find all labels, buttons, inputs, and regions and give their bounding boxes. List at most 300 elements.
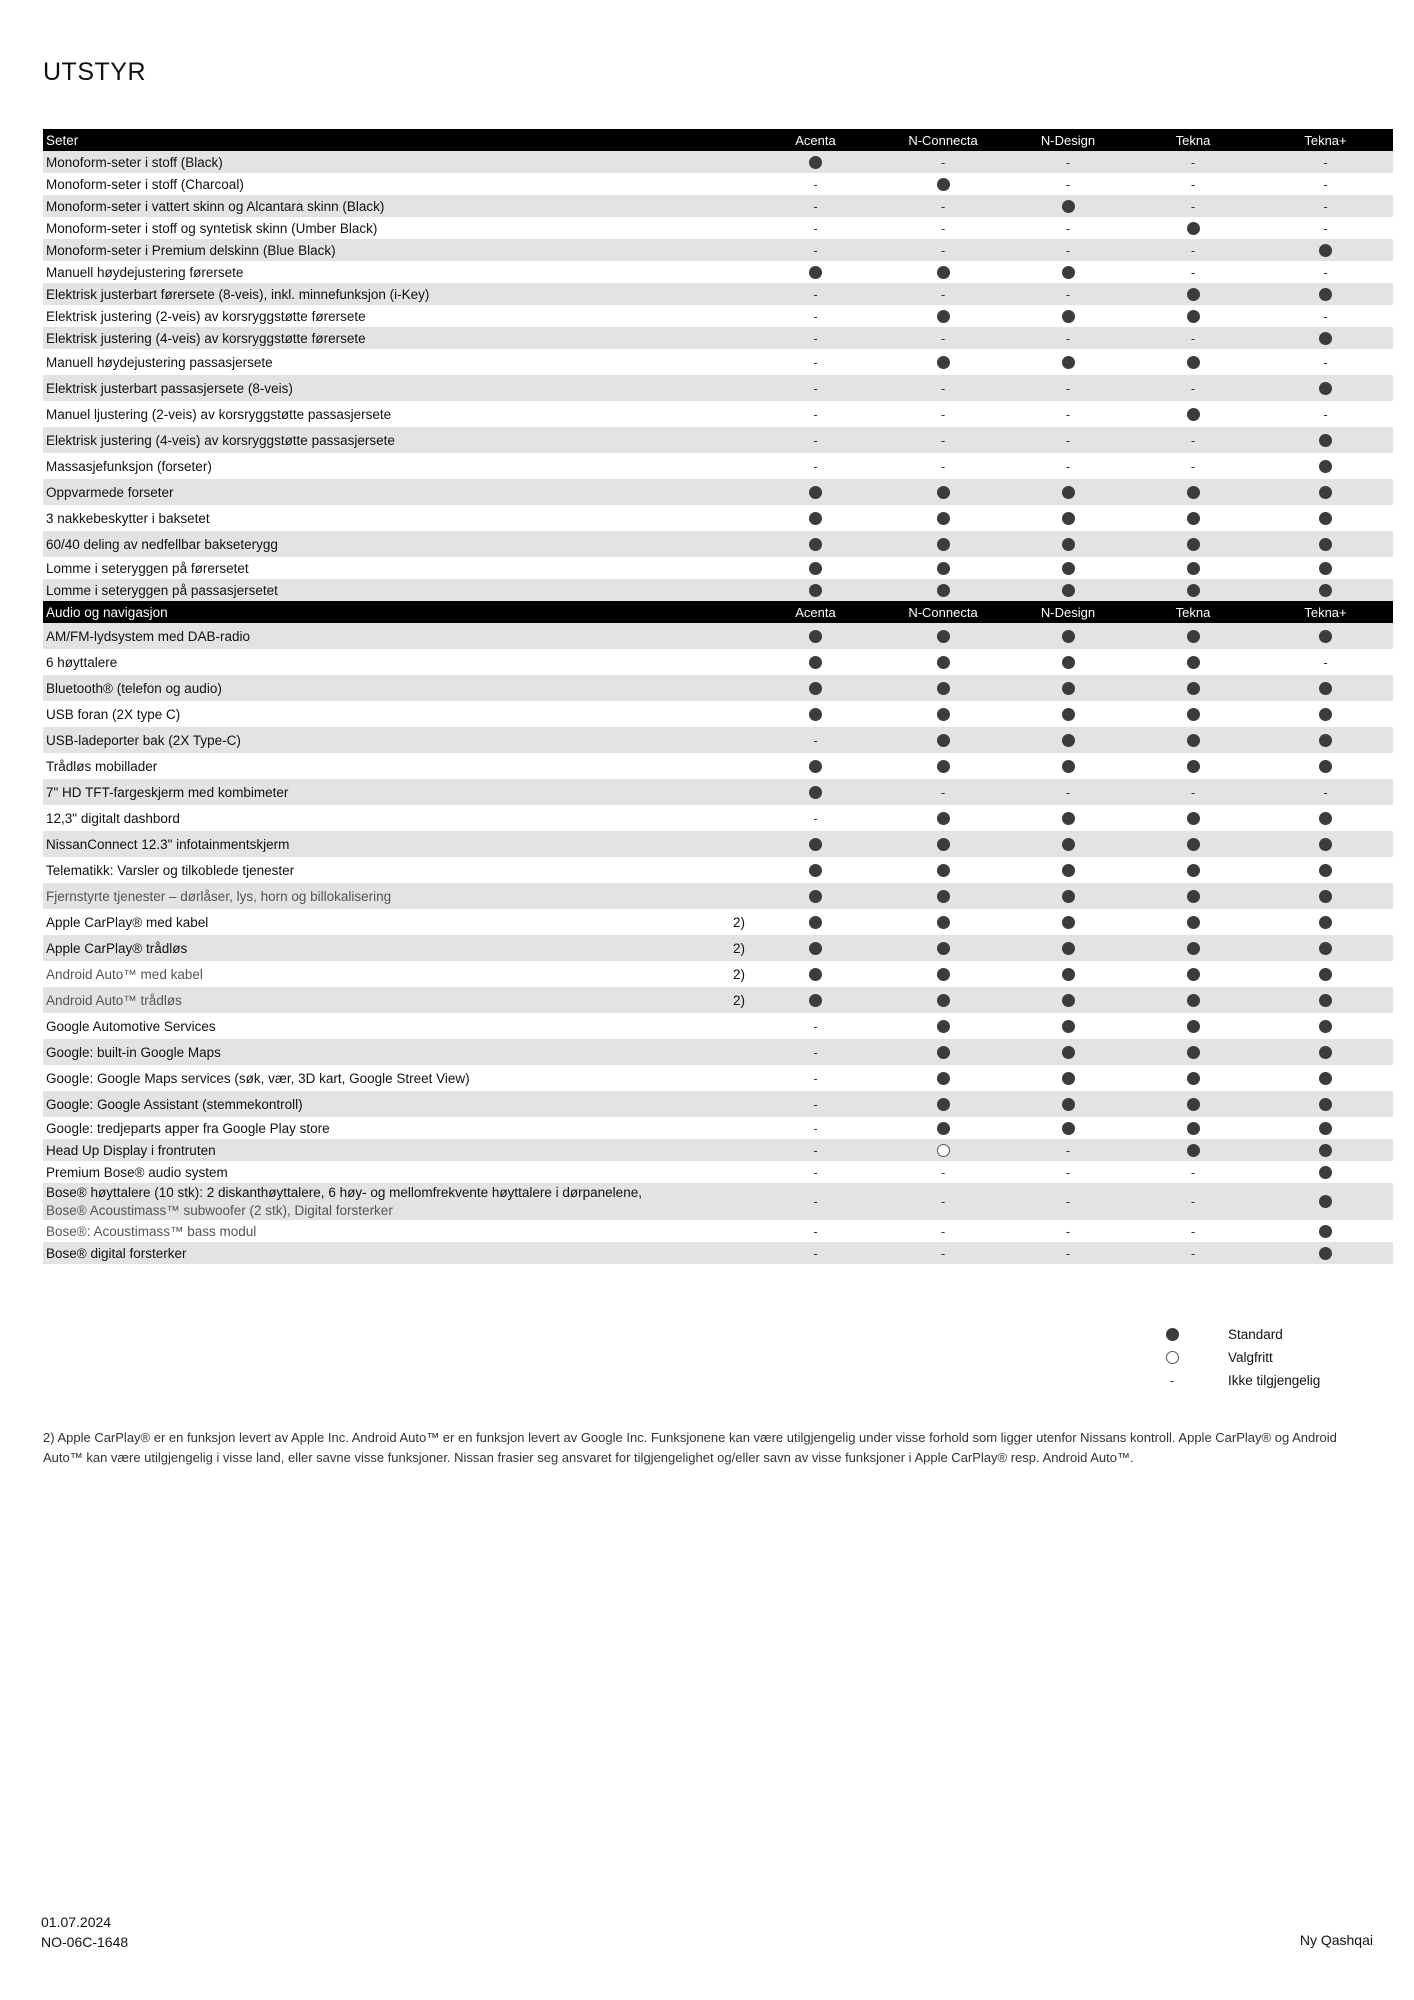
availability-cell [1128, 623, 1258, 649]
availability-standard-icon [1187, 994, 1200, 1007]
feature-label [43, 579, 713, 601]
availability-cell [753, 909, 878, 935]
feature-label [43, 1117, 713, 1139]
availability-cell [1258, 675, 1393, 701]
availability-cell [1128, 479, 1258, 505]
availability-cell [878, 805, 1008, 831]
availability-cell [753, 1117, 878, 1139]
availability-cell [753, 1039, 878, 1065]
availability-cell [1128, 261, 1258, 283]
availability-standard-icon [1062, 708, 1075, 721]
availability-cell [1258, 349, 1393, 375]
availability-unavailable-icon: - [1190, 1193, 1196, 1209]
table-row [43, 505, 1393, 531]
availability-standard-icon [809, 266, 822, 279]
availability-unavailable-icon: - [813, 1044, 818, 1060]
availability-standard-icon [1187, 890, 1200, 903]
availability-cell [878, 857, 1008, 883]
footnote-ref [713, 453, 753, 479]
feature-label [43, 305, 713, 327]
availability-cell [878, 305, 1008, 327]
availability-unavailable-icon: - [1065, 1142, 1071, 1158]
feature-label [43, 1161, 713, 1183]
availability-cell [753, 1091, 878, 1117]
footnote-ref [713, 701, 753, 727]
availability-standard-icon [1062, 1020, 1075, 1033]
table-row [43, 453, 1393, 479]
feature-label-text: Android Auto™ trådløs [46, 992, 182, 1008]
availability-cell [878, 375, 1008, 401]
availability-unavailable-icon: - [940, 406, 946, 422]
feature-label-text: Bose®: Acoustimass™ bass modul [46, 1223, 257, 1239]
footnote-ref [713, 173, 753, 195]
availability-standard-icon [1319, 734, 1332, 747]
availability-optional-icon [937, 1144, 950, 1157]
availability-cell [1128, 173, 1258, 195]
feature-label-text: 7" HD TFT-fargeskjerm med kombimeter [46, 784, 289, 800]
availability-unavailable-icon: - [1323, 264, 1328, 280]
availability-unavailable-icon: - [1323, 198, 1328, 214]
availability-cell [1128, 1161, 1258, 1183]
availability-unavailable-icon: - [1323, 176, 1328, 192]
feature-label [43, 1091, 713, 1117]
availability-standard-icon [1062, 838, 1075, 851]
feature-label-text: AM/FM-lydsystem med DAB-radio [46, 628, 251, 644]
availability-unavailable-icon: - [813, 308, 818, 324]
legend-symbol [1160, 1328, 1184, 1341]
availability-standard-icon [1187, 708, 1200, 721]
feature-label [43, 883, 713, 909]
availability-standard-icon [1062, 356, 1075, 369]
feature-label [43, 1139, 713, 1161]
availability-cell [1128, 987, 1258, 1013]
availability-unavailable-icon: - [1190, 330, 1196, 346]
availability-cell [1008, 239, 1128, 261]
availability-cell [1128, 805, 1258, 831]
footnote-ref [713, 805, 753, 831]
availability-standard-icon [1062, 310, 1075, 323]
availability-cell [1128, 151, 1258, 173]
legend-item [1160, 1369, 1320, 1392]
footnote-ref [713, 401, 753, 427]
availability-cell [1128, 1220, 1258, 1242]
availability-standard-icon [809, 916, 822, 929]
availability-standard-icon [1319, 708, 1332, 721]
availability-standard-icon [809, 968, 822, 981]
availability-cell [1258, 1242, 1393, 1264]
availability-cell [878, 261, 1008, 283]
availability-unavailable-icon: - [813, 380, 818, 396]
availability-standard-icon [809, 630, 822, 643]
availability-unavailable-icon: - [1190, 1164, 1196, 1180]
feature-label-text: Monoform-seter i Premium delskinn (Blue Black) [46, 242, 336, 258]
availability-cell [753, 1161, 878, 1183]
availability-cell [1128, 935, 1258, 961]
availability-cell [753, 1013, 878, 1039]
feature-label [43, 217, 713, 239]
table-row [43, 401, 1393, 427]
availability-standard-icon [809, 994, 822, 1007]
availability-standard-icon [1187, 1072, 1200, 1085]
availability-cell [1258, 151, 1393, 173]
availability-cell [1008, 195, 1128, 217]
table-row [43, 557, 1393, 579]
availability-cell [1128, 727, 1258, 753]
availability-cell [1008, 1183, 1128, 1220]
availability-standard-icon [1187, 864, 1200, 877]
availability-cell [1008, 701, 1128, 727]
availability-cell [1258, 173, 1393, 195]
availability-standard-icon [1062, 630, 1075, 643]
availability-cell [1258, 261, 1393, 283]
availability-unavailable-icon: - [940, 242, 946, 258]
availability-unavailable-icon: - [813, 176, 818, 192]
footnote-ref [713, 531, 753, 557]
table-row [43, 1161, 1393, 1183]
availability-cell [1008, 151, 1128, 173]
availability-cell [878, 1091, 1008, 1117]
page-title: UTSTYR [43, 58, 146, 86]
availability-cell [753, 531, 878, 557]
availability-standard-icon [1062, 812, 1075, 825]
legend [1160, 1323, 1320, 1392]
footnote-ref [713, 753, 753, 779]
availability-standard-icon [1319, 1020, 1332, 1033]
availability-cell [1008, 1161, 1128, 1183]
feature-label [43, 935, 713, 961]
availability-standard-icon [1062, 486, 1075, 499]
availability-cell [1008, 675, 1128, 701]
legend-item [1160, 1323, 1320, 1346]
feature-label-text: Monoform-seter i stoff (Black) [46, 154, 223, 170]
availability-cell [1128, 427, 1258, 453]
availability-cell [1008, 883, 1128, 909]
availability-cell [1008, 283, 1128, 305]
availability-unavailable-icon: - [1065, 1193, 1071, 1209]
availability-unavailable-icon: - [813, 1245, 818, 1261]
feature-label-text: Google: built-in Google Maps [46, 1044, 221, 1060]
availability-unavailable-icon: - [1065, 286, 1071, 302]
availability-cell [753, 173, 878, 195]
availability-standard-icon [1187, 838, 1200, 851]
availability-cell [1258, 883, 1393, 909]
availability-standard-icon [1319, 916, 1332, 929]
availability-cell [753, 375, 878, 401]
availability-standard-icon [1319, 994, 1332, 1007]
availability-cell [1258, 479, 1393, 505]
availability-cell [1258, 831, 1393, 857]
availability-standard-icon [1319, 288, 1332, 301]
availability-cell [753, 649, 878, 675]
availability-cell [878, 1065, 1008, 1091]
section-title: Audio og navigasjon [43, 601, 713, 623]
availability-standard-icon [809, 838, 822, 851]
feature-label [43, 375, 713, 401]
feature-label [43, 961, 713, 987]
feature-label-text: Google: Google Assistant (stemmekontroll) [46, 1096, 303, 1112]
availability-cell [1258, 1183, 1393, 1220]
availability-cell [1128, 217, 1258, 239]
availability-standard-icon [1319, 1072, 1332, 1085]
footnote-ref [713, 283, 753, 305]
availability-cell [1128, 505, 1258, 531]
feature-label-text: Elektrisk justerbart passasjersete (8-veis) [46, 380, 293, 396]
availability-cell [753, 753, 878, 779]
availability-unavailable-icon: - [940, 784, 946, 800]
availability-cell [1008, 1065, 1128, 1091]
availability-standard-icon [937, 562, 950, 575]
availability-unavailable-icon: - [1323, 354, 1328, 370]
availability-unavailable-icon: - [813, 732, 818, 748]
availability-unavailable-icon: - [940, 198, 946, 214]
availability-standard-icon [1187, 1122, 1200, 1135]
feature-label [43, 261, 713, 283]
footnote-ref [713, 505, 753, 531]
availability-cell [753, 427, 878, 453]
footnote-ref [713, 1220, 753, 1242]
availability-standard-icon [937, 1046, 950, 1059]
availability-cell [1128, 701, 1258, 727]
table-row [43, 327, 1393, 349]
availability-cell [878, 961, 1008, 987]
feature-label [43, 557, 713, 579]
availability-cell [753, 327, 878, 349]
availability-cell [753, 987, 878, 1013]
availability-unavailable-icon: - [1323, 220, 1328, 236]
availability-standard-icon [1187, 760, 1200, 773]
availability-unavailable-icon: - [1190, 242, 1196, 258]
feature-label [43, 1242, 713, 1264]
legend-item [1160, 1346, 1320, 1369]
footnote-ref [713, 479, 753, 505]
availability-standard-icon [1062, 1122, 1075, 1135]
legend-symbol [1160, 1351, 1184, 1364]
availability-standard-icon [1187, 356, 1200, 369]
availability-unavailable-icon: - [813, 198, 818, 214]
availability-standard-icon [1319, 562, 1332, 575]
availability-cell [1128, 675, 1258, 701]
availability-cell [753, 831, 878, 857]
availability-cell [1258, 623, 1393, 649]
footnote-ref [713, 831, 753, 857]
availability-cell [878, 531, 1008, 557]
availability-standard-icon [809, 864, 822, 877]
feature-label-text: Elektrisk justering (2-veis) av korsryggstøtte førersete [46, 308, 366, 324]
availability-standard-icon [937, 708, 950, 721]
availability-standard-icon [1187, 656, 1200, 669]
availability-unavailable-icon: - [813, 1096, 818, 1112]
footnote-ref [713, 1161, 753, 1183]
availability-cell [1128, 1039, 1258, 1065]
availability-cell [1258, 579, 1393, 601]
availability-standard-icon [1319, 1122, 1332, 1135]
section-header [43, 129, 1393, 151]
availability-standard-icon [1062, 682, 1075, 695]
table-row [43, 831, 1393, 857]
table-row [43, 857, 1393, 883]
availability-cell [753, 883, 878, 909]
availability-cell [1128, 195, 1258, 217]
availability-cell [753, 675, 878, 701]
availability-cell [878, 935, 1008, 961]
availability-cell [1008, 1139, 1128, 1161]
availability-standard-icon [1062, 994, 1075, 1007]
feature-label [43, 1220, 713, 1242]
footnote-ref [713, 1091, 753, 1117]
availability-cell [1128, 453, 1258, 479]
availability-cell [1128, 1091, 1258, 1117]
availability-standard-icon [1062, 562, 1075, 575]
availability-standard-icon [1319, 584, 1332, 597]
availability-cell [1128, 239, 1258, 261]
table-row [43, 675, 1393, 701]
availability-cell [878, 1039, 1008, 1065]
availability-cell [1128, 779, 1258, 805]
availability-unavailable-icon: - [1190, 432, 1196, 448]
feature-label [43, 1039, 713, 1065]
availability-standard-icon [1187, 408, 1200, 421]
availability-cell [1128, 375, 1258, 401]
table-row [43, 1013, 1393, 1039]
feature-label [43, 857, 713, 883]
feature-label-text: 3 nakkebeskytter i baksetet [46, 510, 210, 526]
availability-standard-icon [1319, 1046, 1332, 1059]
table-row [43, 1117, 1393, 1139]
availability-cell [1008, 623, 1128, 649]
availability-cell [1258, 217, 1393, 239]
availability-cell [878, 1139, 1008, 1161]
availability-standard-icon [937, 1020, 950, 1033]
availability-cell [1258, 1139, 1393, 1161]
feature-label [43, 623, 713, 649]
availability-standard-icon [937, 812, 950, 825]
table-row [43, 701, 1393, 727]
availability-cell [878, 909, 1008, 935]
availability-unavailable-icon: - [813, 458, 818, 474]
availability-cell [1258, 427, 1393, 453]
availability-standard-icon [1062, 890, 1075, 903]
availability-standard-icon [1319, 460, 1332, 473]
feature-sublabel-text: Bose® Acoustimass™ subwoofer (2 stk), Digital forsterker [46, 1202, 393, 1218]
availability-cell [1258, 1091, 1393, 1117]
unavailable-dash-icon: - [1169, 1373, 1175, 1388]
availability-unavailable-icon: - [813, 1120, 818, 1136]
column-header: Tekna+ [1258, 601, 1393, 623]
availability-cell [1008, 1091, 1128, 1117]
availability-unavailable-icon: - [1190, 176, 1196, 192]
availability-cell [1128, 305, 1258, 327]
availability-cell [753, 479, 878, 505]
availability-cell [1258, 195, 1393, 217]
availability-standard-icon [1319, 434, 1332, 447]
availability-standard-icon [1062, 916, 1075, 929]
availability-cell [1008, 987, 1128, 1013]
feature-label [43, 327, 713, 349]
availability-cell [1258, 1039, 1393, 1065]
availability-standard-icon [1319, 890, 1332, 903]
availability-cell [1258, 505, 1393, 531]
availability-cell [753, 261, 878, 283]
availability-cell [1128, 649, 1258, 675]
availability-cell [878, 327, 1008, 349]
availability-cell [1008, 649, 1128, 675]
availability-unavailable-icon: - [1065, 242, 1071, 258]
footnote-ref [713, 675, 753, 701]
availability-cell [1008, 557, 1128, 579]
availability-unavailable-icon: - [1190, 1245, 1196, 1261]
availability-cell [1008, 779, 1128, 805]
feature-label-text: Elektrisk justerbart førersete (8-veis), inkl. minnefunksjon (i-Key) [46, 286, 430, 302]
availability-cell [753, 779, 878, 805]
column-header: Tekna+ [1258, 129, 1393, 151]
availability-cell [878, 349, 1008, 375]
availability-unavailable-icon: - [1065, 154, 1071, 170]
availability-standard-icon [1187, 968, 1200, 981]
availability-cell [753, 195, 878, 217]
availability-cell [1008, 1117, 1128, 1139]
availability-cell [878, 217, 1008, 239]
availability-unavailable-icon: - [940, 1245, 946, 1261]
availability-cell [1258, 1220, 1393, 1242]
feature-label [43, 427, 713, 453]
table-row [43, 239, 1393, 261]
availability-cell [1258, 779, 1393, 805]
availability-cell [1008, 453, 1128, 479]
availability-cell [1008, 805, 1128, 831]
availability-cell [878, 401, 1008, 427]
availability-standard-icon [1319, 332, 1332, 345]
availability-standard-icon [937, 942, 950, 955]
availability-cell [878, 505, 1008, 531]
availability-unavailable-icon: - [813, 1193, 818, 1209]
availability-cell [1008, 909, 1128, 935]
availability-cell [1128, 883, 1258, 909]
availability-standard-icon [809, 682, 822, 695]
availability-cell [753, 805, 878, 831]
availability-cell [878, 283, 1008, 305]
table-row [43, 1242, 1393, 1264]
availability-standard-icon [1319, 864, 1332, 877]
availability-cell [1258, 857, 1393, 883]
availability-cell [878, 1117, 1008, 1139]
availability-standard-icon [1319, 1166, 1332, 1179]
feature-label-text: Telematikk: Varsler og tilkoblede tjenester [46, 862, 295, 878]
footnote-ref [713, 857, 753, 883]
availability-unavailable-icon: - [1190, 198, 1196, 214]
availability-standard-icon [1062, 584, 1075, 597]
availability-cell [878, 427, 1008, 453]
availability-unavailable-icon: - [1065, 1164, 1071, 1180]
availability-cell [1128, 557, 1258, 579]
table-row [43, 217, 1393, 239]
availability-standard-icon [937, 1098, 950, 1111]
feature-label [43, 151, 713, 173]
availability-standard-icon [1319, 1195, 1332, 1208]
availability-cell [1008, 305, 1128, 327]
table-row [43, 375, 1393, 401]
table-row [43, 579, 1393, 601]
availability-standard-icon [1319, 538, 1332, 551]
column-header: Acenta [753, 601, 878, 623]
feature-label-text: Lomme i seteryggen på passasjersetet [46, 582, 278, 598]
table-row [43, 961, 1393, 987]
table-row [43, 305, 1393, 327]
feature-label-text: 12,3" digitalt dashbord [46, 810, 180, 826]
availability-cell [753, 283, 878, 305]
table-row [43, 427, 1393, 453]
table-row [43, 1139, 1393, 1161]
availability-standard-icon [937, 1122, 950, 1135]
